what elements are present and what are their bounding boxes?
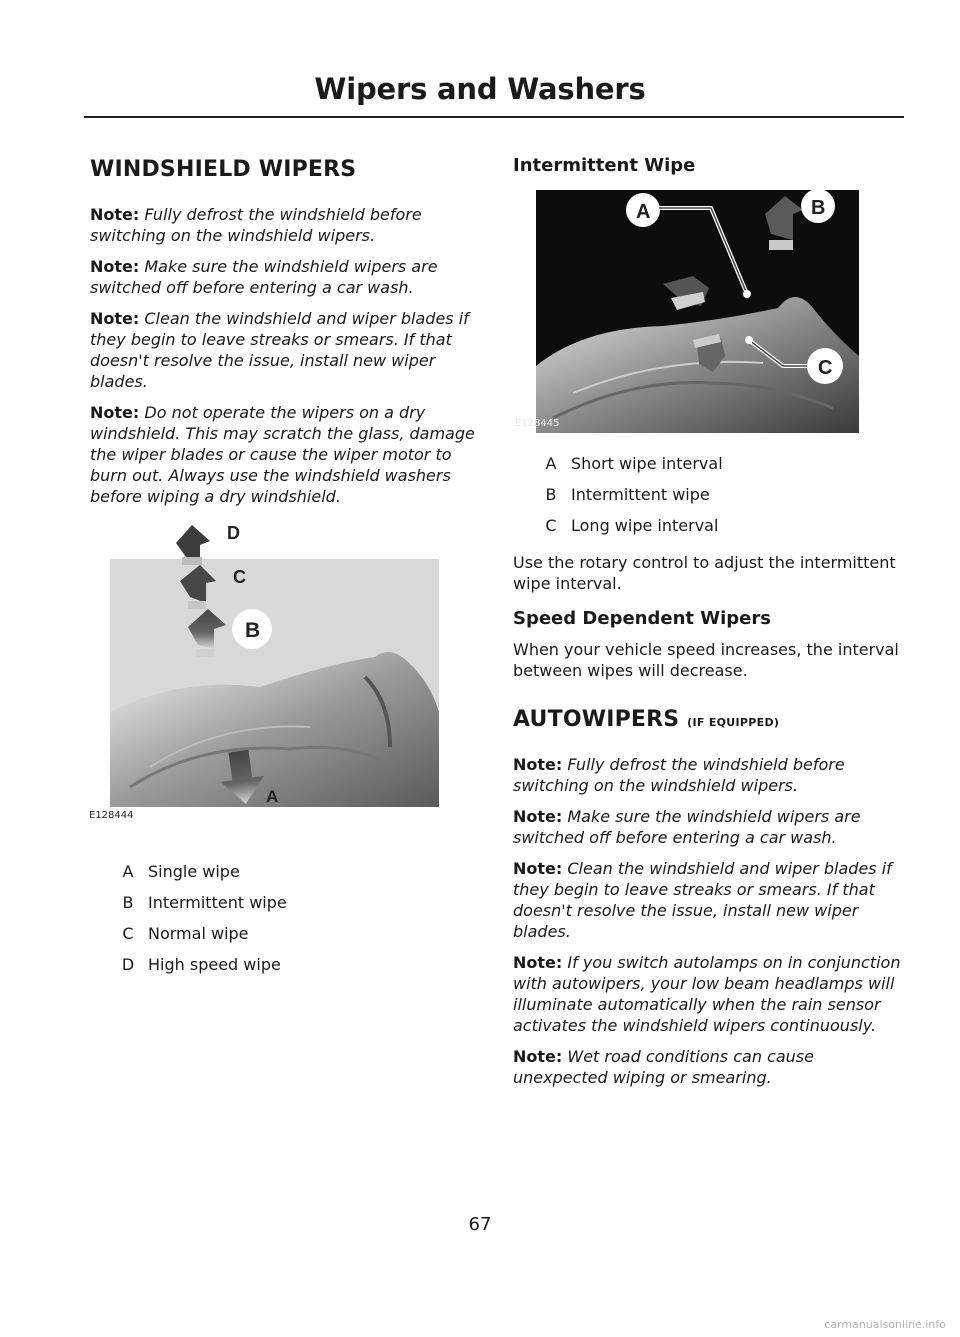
left-column: [90, 155, 475, 985]
callout-d: D: [227, 523, 240, 543]
note-car-wash: [90, 256, 475, 298]
note-text: Make sure the windshield wipers are switched off before entering a car wash.: [513, 807, 861, 847]
rotary-control-illustration: [513, 188, 863, 433]
note-label: Note:: [90, 205, 140, 224]
note-dry-windshield: [90, 402, 475, 507]
legend-row: [531, 515, 723, 546]
intermittent-wipe-heading: Intermittent Wipe: [513, 155, 696, 176]
note-label: Note:: [513, 807, 563, 826]
page-header-title: Wipers and Washers: [314, 72, 646, 106]
legend-row: [531, 484, 723, 515]
wiper-stalk-figure: [89, 517, 450, 821]
legend-key: A: [122, 862, 134, 881]
callout-c: C: [818, 357, 833, 379]
header-divider: [84, 116, 904, 118]
note-text: Fully defrost the windshield before switching on the windshield wipers.: [90, 205, 422, 245]
legend-row: [108, 861, 287, 892]
watermark-text: carmanualsonline.info: [824, 1318, 946, 1331]
legend-key: A: [545, 454, 557, 473]
note-autolamps: [513, 952, 905, 1036]
page-number: 67: [468, 1214, 492, 1235]
legend-key: B: [122, 893, 134, 912]
note-clean-blades: [513, 858, 905, 942]
legend-key: C: [122, 924, 134, 943]
callout-a: A: [266, 787, 279, 806]
legend-key: B: [545, 485, 557, 504]
note-text: If you switch autolamps on in conjunction with autowipers, your low beam headlamps will illuminate automatically when the rain sensor activates the windshield wipers continuously.: [513, 953, 901, 1035]
note-text: Do not operate the wipers on a dry windshield. This may scratch the glass, damage the wiper blades or cause the wiper motor to burn out. Always use the windshield washers before wiping a dry windshield.: [90, 403, 475, 506]
legend-key: C: [545, 516, 557, 535]
note-text: Clean the windshield and wiper blades if they begin to leave streaks or smears. If that doesn't resolve the issue, install new wiper blades.: [90, 309, 469, 391]
note-defrost: [513, 754, 905, 796]
wiper-stalk-legend: [108, 861, 287, 985]
note-defrost: [90, 204, 475, 246]
legend-value: Intermittent wipe: [148, 893, 287, 912]
figure-code: E128445: [515, 418, 560, 429]
legend-value: High speed wipe: [148, 955, 281, 974]
legend-row: [531, 453, 723, 484]
note-text: Fully defrost the windshield before switching on the windshield wipers.: [513, 755, 845, 795]
legend-value: Single wipe: [148, 862, 240, 881]
callout-b: B: [245, 619, 261, 642]
note-wet-road: [513, 1046, 905, 1088]
right-column: [513, 155, 905, 1098]
autowipers-title: AUTOWIPERS: [513, 707, 680, 732]
if-equipped-label: (IF EQUIPPED): [687, 716, 780, 729]
note-car-wash: [513, 806, 905, 848]
callout-c: C: [233, 567, 246, 587]
autowipers-heading: [513, 707, 905, 732]
legend-value: Normal wipe: [148, 924, 249, 943]
windshield-wipers-heading: WINDSHIELD WIPERS: [90, 157, 357, 182]
note-label: Note:: [90, 309, 140, 328]
intermittent-wipe-figure: [513, 188, 863, 433]
speed-dependent-text: When your vehicle speed increases, the interval between wipes will decrease.: [513, 640, 899, 680]
note-label: Note:: [513, 755, 563, 774]
callout-b: B: [811, 197, 826, 219]
callout-a: A: [636, 201, 651, 223]
legend-row: [108, 954, 287, 985]
speed-dependent-heading: Speed Dependent Wipers: [513, 608, 771, 629]
note-label: Note:: [513, 953, 563, 972]
legend-value: Intermittent wipe: [571, 485, 710, 504]
intermittent-legend: [531, 453, 723, 546]
legend-key: D: [121, 955, 135, 974]
legend-value: Long wipe interval: [571, 516, 719, 535]
figure-code: E128444: [89, 810, 134, 821]
note-text: Make sure the windshield wipers are switched off before entering a car wash.: [90, 257, 438, 297]
legend-value: Short wipe interval: [571, 454, 723, 473]
note-text: Clean the windshield and wiper blades if they begin to leave streaks or smears. If that doesn't resolve the issue, install new wiper blades.: [513, 859, 892, 941]
note-label: Note:: [90, 403, 140, 422]
legend-row: [108, 923, 287, 954]
rotary-control-text: Use the rotary control to adjust the intermittent wipe interval.: [513, 553, 896, 593]
note-text: Wet road conditions can cause unexpected wiping or smearing.: [513, 1047, 814, 1087]
wiper-stalk-illustration: [90, 517, 450, 817]
note-label: Note:: [513, 1047, 563, 1066]
note-label: Note:: [513, 859, 563, 878]
note-clean-blades: [90, 308, 475, 392]
legend-row: [108, 892, 287, 923]
note-label: Note:: [90, 257, 140, 276]
